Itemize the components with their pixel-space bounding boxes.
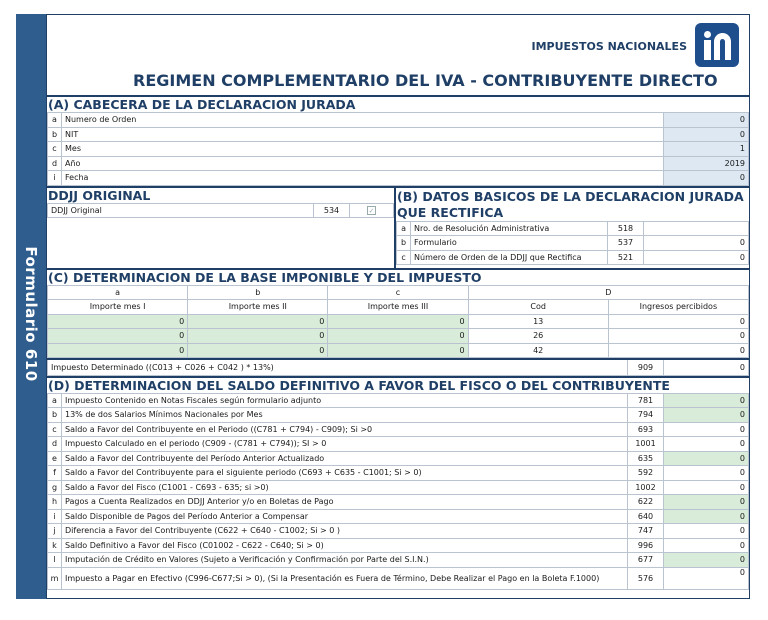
row-code: 693	[628, 422, 664, 437]
ddjj-label: DDJJ Original	[48, 203, 314, 218]
table-row	[48, 343, 749, 358]
table-row	[48, 553, 749, 568]
row-label: Año	[62, 156, 664, 171]
brand-name: IMPUESTOS NACIONALES	[531, 40, 687, 53]
ddjj-table	[47, 203, 394, 219]
col-letter: b	[188, 285, 328, 300]
ingresos-percibidos-value: 0	[608, 343, 748, 358]
ddjj-and-section-b	[47, 186, 749, 268]
table-row	[48, 524, 749, 539]
row-value-field[interactable]: 0	[664, 127, 749, 142]
check-icon: ✓	[368, 206, 375, 215]
row-value-field: 0	[664, 524, 749, 539]
table-row	[48, 422, 749, 437]
row-letter: c	[397, 250, 411, 265]
row-code: 13	[468, 314, 608, 329]
row-letter: b	[48, 408, 62, 423]
importe-mes-3-field[interactable]: 0	[328, 343, 468, 358]
section-a-title: (A) CABECERA DE LA DECLARACION JURADA	[47, 95, 749, 112]
row-code: 518	[608, 221, 644, 236]
row-value-field[interactable]: 0	[664, 495, 749, 510]
impuestos-logo-icon	[695, 23, 739, 67]
row-letter: f	[48, 466, 62, 481]
row-letter: k	[48, 538, 62, 553]
row-value-field[interactable]: 0	[664, 509, 749, 524]
row-label: Pagos a Cuenta Realizados en DDJJ Anterior y/o en Boletas de Pago	[62, 495, 628, 510]
row-letter: g	[48, 480, 62, 495]
row-code: 635	[628, 451, 664, 466]
row-letter: a	[48, 113, 62, 128]
row-letter: i	[48, 509, 62, 524]
section-a-table	[47, 112, 749, 186]
row-letter: l	[48, 553, 62, 568]
row-label: Imputación de Crédito en Valores (Sujeto a Verificación y Confirmación por Parte del S.I.N.)	[62, 553, 628, 568]
row-letter: d	[48, 437, 62, 452]
row-code: 622	[628, 495, 664, 510]
row-code: 794	[628, 408, 664, 423]
impuesto-determinado-row	[47, 358, 749, 376]
table-row	[48, 314, 749, 329]
row-letter: i	[48, 171, 62, 186]
row-label: Saldo Definitivo a Favor del Fisco (C01002 - C622 - C640; Si > 0)	[62, 538, 628, 553]
row-value-field[interactable]: 0	[644, 250, 749, 265]
table-row	[48, 567, 749, 589]
table-row	[48, 408, 749, 423]
col-header: Importe mes III	[328, 300, 468, 315]
row-value-field[interactable]: 0	[644, 236, 749, 251]
ddjj-code: 534	[314, 203, 350, 218]
col-header: Importe mes I	[48, 300, 188, 315]
impuesto-label: Impuesto Determinado ((C013 + C026 + C042 ) * 13%)	[48, 359, 628, 375]
row-value-field[interactable]: 0	[664, 393, 749, 408]
row-code: 1001	[628, 437, 664, 452]
section-b-panel	[396, 188, 749, 268]
row-letter: j	[48, 524, 62, 539]
row-label: Formulario	[411, 236, 608, 251]
row-value-field: 0	[664, 480, 749, 495]
row-code: 640	[628, 509, 664, 524]
row-letter: m	[48, 567, 62, 589]
col-header: Cod	[468, 300, 608, 315]
row-value-field[interactable]: 1	[664, 142, 749, 157]
row-label: Diferencia a Favor del Contribuyente (C622 + C640 - C1002; Si > 0 )	[62, 524, 628, 539]
section-c-table	[47, 285, 749, 359]
form-number-label: Formulario 610	[22, 246, 40, 382]
row-letter: d	[48, 156, 62, 171]
table-row	[48, 329, 749, 344]
row-label: Saldo a Favor del Contribuyente en el Periodo ((C781 + C794) - C909); Si >0	[62, 422, 628, 437]
table-row	[48, 156, 749, 171]
importe-mes-1-field[interactable]: 0	[48, 343, 188, 358]
row-letter: b	[397, 236, 411, 251]
table-row	[397, 221, 749, 236]
section-c-title: (C) DETERMINACION DE LA BASE IMPONIBLE Y DEL IMPUESTO	[47, 268, 749, 285]
table-row	[48, 495, 749, 510]
importe-mes-3-field[interactable]: 0	[328, 329, 468, 344]
table-row	[48, 127, 749, 142]
row-value-field: 0	[664, 422, 749, 437]
row-value-field[interactable]: 0	[664, 408, 749, 423]
row-value-field[interactable]	[644, 221, 749, 236]
row-letter: e	[48, 451, 62, 466]
row-label: 13% de dos Salarios Mínimos Nacionales por Mes	[62, 408, 628, 423]
row-code: 42	[468, 343, 608, 358]
row-label: Nro. de Resolución Administrativa	[411, 221, 608, 236]
row-label: Impuesto Calculado en el periodo (C909 - (C781 + C794)); SI > 0	[62, 437, 628, 452]
importe-mes-2-field[interactable]: 0	[188, 343, 328, 358]
table-row	[48, 466, 749, 481]
importe-mes-3-field[interactable]: 0	[328, 314, 468, 329]
row-letter: c	[48, 422, 62, 437]
importe-mes-1-field[interactable]: 0	[48, 329, 188, 344]
table-row	[48, 437, 749, 452]
row-letter: a	[48, 393, 62, 408]
row-value-field: 0	[664, 437, 749, 452]
row-label: Número de Orden de la DDJJ que Rectifica	[411, 250, 608, 265]
col-letter: c	[328, 285, 468, 300]
row-label: NIT	[62, 127, 664, 142]
table-row	[397, 236, 749, 251]
table-row	[48, 113, 749, 128]
form-610	[46, 14, 750, 599]
row-label: Saldo a Favor del Contribuyente del Período Anterior Actualizado	[62, 451, 628, 466]
row-value-field[interactable]: 0	[664, 451, 749, 466]
importe-mes-1-field[interactable]: 0	[48, 314, 188, 329]
row-value-field[interactable]: 0	[664, 171, 749, 186]
table-row	[48, 538, 749, 553]
page-title: REGIMEN COMPLEMENTARIO DEL IVA - CONTRIBUYENTE DIRECTO	[133, 71, 718, 90]
row-value-field: 0	[664, 567, 749, 589]
section-b-title: (B) DATOS BASICOS DE LA DECLARACION JURADA QUE RECTIFICA	[397, 188, 744, 220]
table-row	[48, 393, 749, 408]
row-code: 537	[608, 236, 644, 251]
row-code: 576	[628, 567, 664, 589]
row-code: 1002	[628, 480, 664, 495]
section-b-table	[396, 221, 749, 266]
importe-mes-2-field[interactable]: 0	[188, 314, 328, 329]
table-row	[48, 142, 749, 157]
row-label: Fecha	[62, 171, 664, 186]
ddjj-title: DDJJ ORIGINAL	[48, 187, 151, 203]
row-label: Saldo a Favor del Fisco (C1001 - C693 - 635; si >0)	[62, 480, 628, 495]
importe-mes-2-field[interactable]: 0	[188, 329, 328, 344]
section-d-table	[47, 393, 749, 590]
row-code: 521	[608, 250, 644, 265]
ddjj-original-panel	[47, 188, 396, 268]
row-label: Saldo a Favor del Contribuyente para el siguiente periodo (C693 + C635 - C1001; Si > 0)	[62, 466, 628, 481]
row-code: 26	[468, 329, 608, 344]
table-row	[48, 509, 749, 524]
row-letter: b	[48, 127, 62, 142]
row-code: 677	[628, 553, 664, 568]
ingresos-percibidos-value: 0	[608, 329, 748, 344]
row-label: Impuesto a Pagar en Efectivo (C996-C677;Si > 0), (Si la Presentación es Fuera de Término, Debe Realizar el Pago en la Boleta F.1000)	[62, 567, 628, 589]
row-code: 747	[628, 524, 664, 539]
row-letter: h	[48, 495, 62, 510]
col-letter: a	[48, 285, 188, 300]
section-d-title: (D) DETERMINACION DEL SALDO DEFINITIVO A FAVOR DEL FISCO O DEL CONTRIBUYENTE	[47, 376, 749, 393]
table-row	[48, 171, 749, 186]
row-label: Impuesto Contenido en Notas Fiscales según formulario adjunto	[62, 393, 628, 408]
table-row	[397, 250, 749, 265]
form-header	[47, 15, 749, 95]
table-row	[48, 480, 749, 495]
impuesto-value: 0	[664, 359, 749, 375]
impuesto-code: 909	[628, 359, 664, 375]
row-letter: a	[397, 221, 411, 236]
row-value-field: 0	[664, 466, 749, 481]
row-value-field[interactable]: 2019	[664, 156, 749, 171]
row-value-field[interactable]: 0	[664, 113, 749, 128]
row-code: 781	[628, 393, 664, 408]
col-header: Importe mes II	[188, 300, 328, 315]
row-code: 592	[628, 466, 664, 481]
ingresos-percibidos-value: 0	[608, 314, 748, 329]
row-code: 996	[628, 538, 664, 553]
row-label: Numero de Orden	[62, 113, 664, 128]
col-header: Ingresos percibidos	[608, 300, 748, 315]
table-row	[48, 451, 749, 466]
row-value-field: 0	[664, 538, 749, 553]
row-label: Mes	[62, 142, 664, 157]
row-letter: c	[48, 142, 62, 157]
ddjj-original-checkbox[interactable]	[350, 203, 394, 218]
row-label: Saldo Disponible de Pagos del Período Anterior a Compensar	[62, 509, 628, 524]
row-value-field[interactable]: 0	[664, 553, 749, 568]
col-letter: D	[468, 285, 748, 300]
